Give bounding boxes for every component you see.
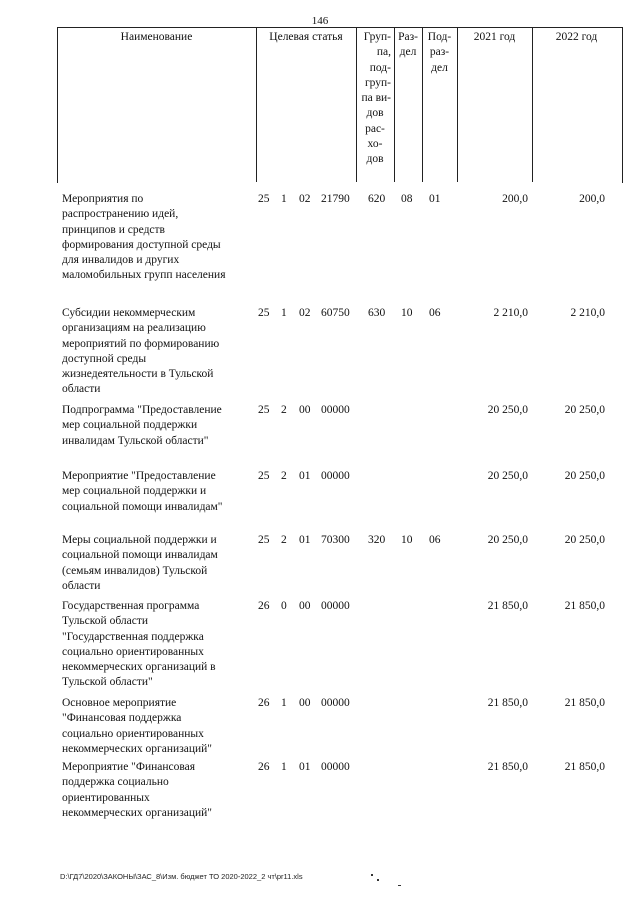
row-name <box>62 192 252 284</box>
amount-2022: 20 250,0 <box>564 404 605 416</box>
target-code-program: 25 <box>258 470 270 482</box>
name-line: "Финансовая поддержка <box>62 712 182 725</box>
name-line: мер социальной поддержки и <box>62 485 207 498</box>
name-line: Мероприятия по <box>62 193 144 205</box>
column-divider <box>457 27 458 182</box>
name-line: некоммерческих организаций в <box>62 661 216 674</box>
subsection: 01 <box>429 193 441 205</box>
page-number: 146 <box>311 15 329 27</box>
subsection: 06 <box>429 307 441 319</box>
name-line: маломобильных групп населения <box>62 269 226 282</box>
target-code-event: 01 <box>299 761 311 773</box>
amount-2021: 21 850,0 <box>487 600 528 612</box>
name-line: мер социальной поддержки <box>62 419 198 432</box>
amount-2021: 200,0 <box>502 193 528 205</box>
name-line: ориентированных <box>62 791 150 804</box>
target-code-direction: 00000 <box>321 404 350 416</box>
name-line: организациям на реализацию <box>62 322 206 335</box>
header-target-article: Целевая статья <box>269 31 343 43</box>
name-line: Основное мероприятие <box>62 697 177 709</box>
name-line: жизнедеятельности в Тульской <box>62 368 214 381</box>
expense-group: 320 <box>368 534 386 546</box>
header-line: па ви- <box>361 92 391 105</box>
name-line: Мероприятие "Предоставление <box>62 470 216 482</box>
target-code-direction: 00000 <box>321 470 350 482</box>
header-line: груп- <box>364 76 391 89</box>
name-line: инвалидам Тульской области" <box>62 434 209 447</box>
target-code-event: 01 <box>299 470 311 482</box>
amount-2022: 21 850,0 <box>564 600 605 612</box>
target-code-program: 26 <box>258 600 270 612</box>
header-line: дов <box>366 107 384 120</box>
name-line: (семьям инвалидов) Тульской <box>62 564 208 577</box>
target-code-program: 25 <box>258 193 270 205</box>
name-line: социально ориентированных <box>62 727 204 740</box>
header-year-2021: 2021 год <box>473 31 516 43</box>
target-code-direction: 70300 <box>321 534 350 546</box>
name-line: поддержка социально <box>62 776 169 789</box>
target-code-subprogram: 0 <box>281 600 287 612</box>
name-line: "Государственная поддержка <box>62 630 204 643</box>
file-path-footer: D:\ГД7\2020\ЗАКОНЫ\ЗАС_8\Изм. бюджет ТО 2020-2022_2 чт\pr11.xls <box>60 872 303 881</box>
section: 08 <box>401 193 413 205</box>
row-name <box>62 403 252 449</box>
column-divider <box>256 27 257 182</box>
amount-2021: 21 850,0 <box>487 697 528 709</box>
column-divider <box>532 27 533 182</box>
name-line: Субсидии некоммерческим <box>62 307 196 319</box>
scan-speck <box>371 874 373 876</box>
target-code-program: 26 <box>258 761 270 773</box>
subsection: 06 <box>429 534 441 546</box>
name-line: Меры социальной поддержки и <box>62 534 217 546</box>
header-section <box>394 30 422 61</box>
target-code-direction: 21790 <box>321 193 350 205</box>
target-code-direction: 60750 <box>321 307 350 319</box>
scan-speck <box>398 885 401 886</box>
target-code-direction: 00000 <box>321 761 350 773</box>
target-code-subprogram: 2 <box>281 534 287 546</box>
amount-2022: 200,0 <box>579 193 605 205</box>
target-code-program: 26 <box>258 697 270 709</box>
header-line: па, <box>376 46 391 59</box>
target-code-event: 00 <box>299 600 311 612</box>
target-code-event: 02 <box>299 193 311 205</box>
name-line: Тульской области" <box>62 676 153 689</box>
name-line: распространению идей, <box>62 208 179 221</box>
name-line: Мероприятие "Финансовая <box>62 761 196 773</box>
row-name <box>62 469 252 515</box>
row-name <box>62 696 252 757</box>
header-line: раз- <box>429 46 450 59</box>
target-code-direction: 00000 <box>321 600 350 612</box>
header-line: Груп- <box>363 31 391 43</box>
header-expense-group <box>356 30 394 168</box>
header-name: Наименование <box>120 31 193 43</box>
target-code-subprogram: 1 <box>281 307 287 319</box>
target-code-subprogram: 2 <box>281 470 287 482</box>
name-line: социальной помощи инвалидам <box>62 549 218 562</box>
target-code-program: 25 <box>258 404 270 416</box>
name-line: Государственная программа <box>62 600 200 612</box>
row-name <box>62 306 252 398</box>
header-line: хо- <box>367 138 383 151</box>
expense-group: 630 <box>368 307 386 319</box>
amount-2021: 20 250,0 <box>487 470 528 482</box>
header-line: Под- <box>427 31 452 43</box>
amount-2022: 21 850,0 <box>564 697 605 709</box>
name-line: области <box>62 383 101 396</box>
header-line: Раз- <box>398 31 418 43</box>
target-code-direction: 00000 <box>321 697 350 709</box>
target-code-subprogram: 2 <box>281 404 287 416</box>
scan-speck <box>377 879 379 881</box>
amount-2021: 2 210,0 <box>493 307 528 319</box>
amount-2022: 21 850,0 <box>564 761 605 773</box>
target-code-subprogram: 1 <box>281 193 287 205</box>
table-header-frame <box>57 27 623 183</box>
header-line: под- <box>369 61 391 74</box>
amount-2022: 20 250,0 <box>564 470 605 482</box>
name-line: области <box>62 579 101 592</box>
amount-2022: 20 250,0 <box>564 534 605 546</box>
target-code-event: 00 <box>299 697 311 709</box>
target-code-subprogram: 1 <box>281 697 287 709</box>
header-line: дов <box>366 153 384 166</box>
expense-group: 620 <box>368 193 386 205</box>
name-line: некоммерческих организаций" <box>62 742 212 755</box>
amount-2021: 20 250,0 <box>487 534 528 546</box>
name-line: социально ориентированных <box>62 645 204 658</box>
target-code-event: 01 <box>299 534 311 546</box>
name-line: некоммерческих организаций" <box>62 806 212 819</box>
row-name <box>62 533 252 594</box>
amount-2022: 2 210,0 <box>570 307 605 319</box>
name-line: мероприятий по формированию <box>62 337 220 350</box>
section: 10 <box>401 307 413 319</box>
header-subsection <box>422 30 457 76</box>
name-line: формирования доступной среды <box>62 238 221 251</box>
name-line: для инвалидов и других <box>62 254 180 267</box>
target-code-program: 25 <box>258 307 270 319</box>
name-line: доступной среды <box>62 352 147 365</box>
header-year-2022: 2022 год <box>555 31 598 43</box>
row-name <box>62 760 252 821</box>
name-line: социальной помощи инвалидам" <box>62 500 223 513</box>
name-line: Тульской области <box>62 615 149 628</box>
section: 10 <box>401 534 413 546</box>
name-line: Подпрограмма "Предоставление <box>62 404 222 416</box>
amount-2021: 21 850,0 <box>487 761 528 773</box>
row-name <box>62 599 252 691</box>
target-code-event: 02 <box>299 307 311 319</box>
amount-2021: 20 250,0 <box>487 404 528 416</box>
header-line: дел <box>431 61 448 74</box>
header-line: дел <box>399 46 417 59</box>
name-line: принципов и средств <box>62 223 165 236</box>
target-code-event: 00 <box>299 404 311 416</box>
target-code-program: 25 <box>258 534 270 546</box>
header-line: рас- <box>365 122 385 135</box>
target-code-subprogram: 1 <box>281 761 287 773</box>
